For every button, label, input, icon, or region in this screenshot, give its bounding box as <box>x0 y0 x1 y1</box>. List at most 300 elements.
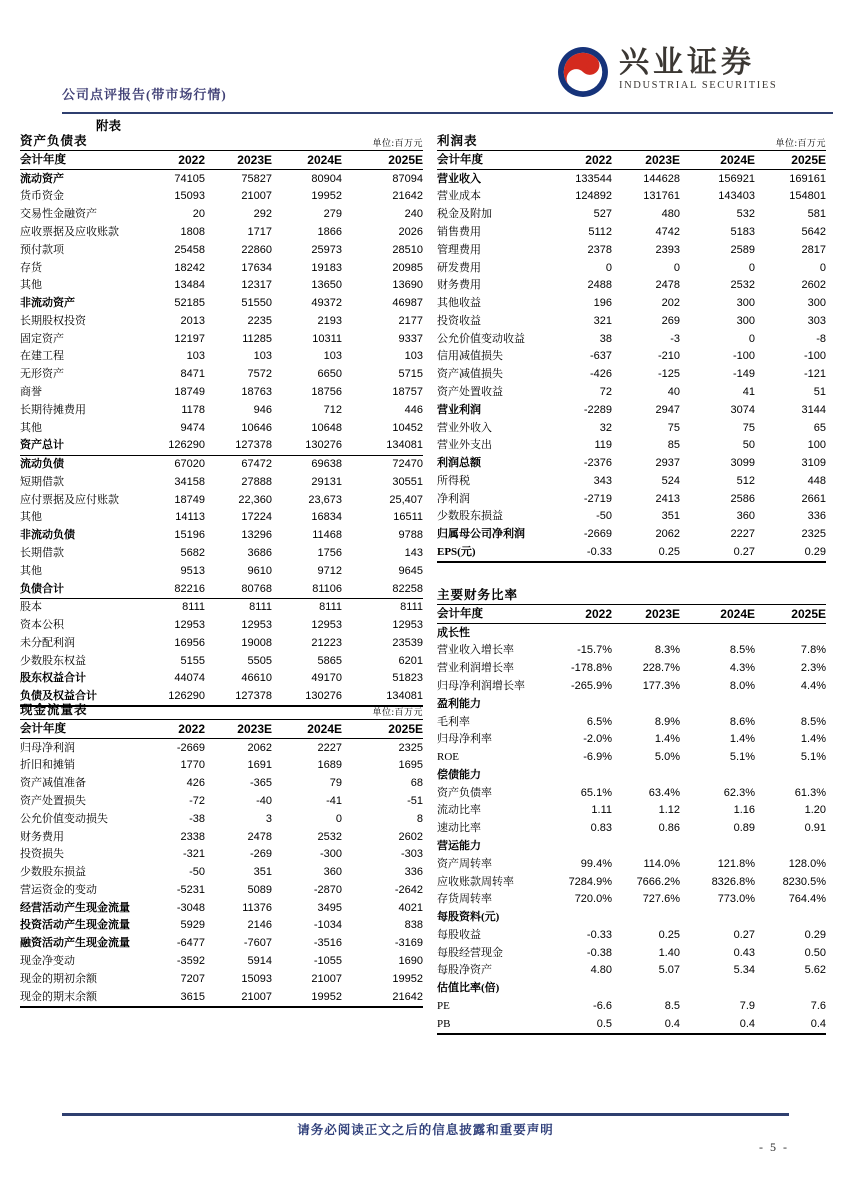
balance-sheet-unit-label: 单位:百万元 <box>372 138 423 148</box>
table-row <box>20 562 423 580</box>
cell-value: 946 <box>253 403 272 416</box>
cell-value: 74105 <box>174 172 205 185</box>
table-row <box>20 899 423 917</box>
cash-flow-table <box>20 719 423 1008</box>
cell-value: 480 <box>661 208 680 221</box>
table-row <box>20 846 423 864</box>
cell-value: 2393 <box>655 243 680 256</box>
row-label: 营业收入 <box>437 172 481 185</box>
cell-value <box>547 980 612 998</box>
cell-value: 9474 <box>180 421 205 434</box>
cell-value: 1.11 <box>591 804 612 817</box>
cell-value: -2642 <box>394 883 423 896</box>
cell-value <box>612 624 680 642</box>
cell-value: -6477 <box>176 937 205 950</box>
brand-name-en: INDUSTRIAL SECURITIES <box>619 80 778 91</box>
row-label: 融资活动产生现金流量 <box>20 937 130 950</box>
table-row <box>437 624 826 642</box>
cash-flow-section <box>20 700 423 1008</box>
cell-value: 0.43 <box>733 946 755 959</box>
table-row <box>437 855 826 873</box>
table-row <box>437 677 826 695</box>
cell-value: 22,360 <box>238 493 272 506</box>
table-row <box>437 891 826 909</box>
cell-value: 5642 <box>801 225 826 238</box>
cell-value: 0.25 <box>612 543 680 562</box>
cell-value: 8.5% <box>800 715 826 728</box>
cell-value: 81106 <box>272 580 342 598</box>
row-label: 速动比率 <box>437 822 481 835</box>
cell-value: 12953 <box>174 619 205 632</box>
cell-value: 65 <box>813 421 826 434</box>
table-row <box>437 820 826 838</box>
table-row <box>437 1015 826 1034</box>
cell-value: 279 <box>323 208 342 221</box>
table-row <box>437 366 826 384</box>
table-row <box>20 277 423 295</box>
table-row <box>20 952 423 970</box>
row-label: 现金的期初余额 <box>20 972 97 985</box>
cell-value: 8111 <box>182 601 205 614</box>
row-label: 现金的期末余额 <box>20 988 140 1007</box>
cell-value: 4021 <box>398 901 423 914</box>
cell-value: 8.6% <box>729 715 755 728</box>
cell-value: 5183 <box>730 225 755 238</box>
cell-value: -7607 <box>243 937 272 950</box>
table-row <box>20 580 423 598</box>
cell-value: -265.9% <box>571 679 612 692</box>
cell-value: -8 <box>816 332 826 345</box>
cell-value: 12953 <box>392 619 423 632</box>
cell-value <box>547 624 612 642</box>
cell-value: 82258 <box>342 580 423 598</box>
cell-value: 727.6% <box>642 893 680 906</box>
cell-value <box>680 624 755 642</box>
table-row <box>437 294 826 312</box>
row-label: 公允价值变动收益 <box>437 332 525 345</box>
cell-value: 17634 <box>241 261 272 274</box>
table-header-row <box>437 151 826 170</box>
row-label: 商誉 <box>20 385 42 398</box>
cell-value: 62.3% <box>723 786 755 799</box>
table-row <box>437 259 826 277</box>
cell-value <box>680 766 755 784</box>
cell-value: -303 <box>400 848 423 861</box>
row-label: 少数股东权益 <box>20 654 86 667</box>
cell-value: 5505 <box>247 654 272 667</box>
cell-value: 336 <box>807 510 826 523</box>
cell-value: -3 <box>670 332 680 345</box>
cell-value: 32 <box>599 421 612 434</box>
cell-value: 23539 <box>392 636 423 649</box>
table-row <box>20 473 423 491</box>
cell-value: -6.6 <box>593 1000 612 1012</box>
cell-value: 19952 <box>392 972 423 985</box>
row-label: 现金净变动 <box>20 954 75 967</box>
report-type-label: 公司点评报告(带市场行情) <box>62 87 227 102</box>
table-row <box>20 437 423 455</box>
cell-value: 0.86 <box>658 822 680 835</box>
table-row <box>437 330 826 348</box>
cell-value: 12953 <box>241 619 272 632</box>
cell-value: 10311 <box>312 332 342 345</box>
table-row <box>437 348 826 366</box>
row-label: 固定资产 <box>20 332 64 345</box>
cell-value: 2227 <box>730 528 755 541</box>
cell-value: 1.16 <box>733 804 755 817</box>
cell-value: 82216 <box>140 580 205 598</box>
cell-value: 21007 <box>241 190 272 203</box>
cell-value: 0.4 <box>612 1015 680 1034</box>
table-row <box>437 526 826 544</box>
row-label: 资产周转率 <box>437 857 492 870</box>
cell-value: 2937 <box>655 457 680 470</box>
table-row <box>20 241 423 259</box>
cell-value: 80768 <box>205 580 272 598</box>
table-row <box>20 527 423 545</box>
cell-value: 0.5 <box>547 1015 612 1034</box>
table-row <box>437 997 826 1015</box>
row-label: 成长性 <box>437 626 470 639</box>
table-row <box>437 695 826 713</box>
cell-value: 446 <box>404 403 423 416</box>
cell-value: -2376 <box>583 457 612 470</box>
row-label: 经营活动产生现金流量 <box>20 901 130 914</box>
table-header-row <box>437 605 826 624</box>
table-row <box>20 881 423 899</box>
cell-value: 7.9 <box>739 1000 755 1012</box>
cell-value: 300 <box>736 314 755 327</box>
cell-value: 20 <box>192 208 205 221</box>
table-row <box>437 312 826 330</box>
cell-value: 5715 <box>398 368 423 381</box>
cell-value: 0.27 <box>733 928 755 941</box>
cell-value: 8.5% <box>729 644 755 657</box>
cell-value: 10452 <box>392 421 423 434</box>
table-row <box>437 241 826 259</box>
table-header-row <box>20 720 423 739</box>
row-label: 投资损失 <box>20 848 64 861</box>
cell-value: -178.8% <box>571 662 612 675</box>
column-header: 会计年度 <box>20 720 140 739</box>
cell-value <box>612 837 680 855</box>
row-label: 偿债能力 <box>437 768 481 781</box>
cell-value: 720.0% <box>574 893 612 906</box>
row-label: 交易性金融资产 <box>20 208 97 221</box>
cell-value: 16834 <box>311 511 342 524</box>
cell-value: 0 <box>748 261 755 274</box>
brand-name-cn: 兴业证券 <box>619 46 755 79</box>
cell-value: 7.6 <box>810 1000 826 1012</box>
cell-value: -5231 <box>176 883 205 896</box>
balance-sheet-title: 资产负债表 <box>20 134 88 148</box>
row-label: 每股资料(元) <box>437 911 500 924</box>
cell-value: 426 <box>186 777 205 790</box>
cell-value: 13296 <box>241 529 272 542</box>
table-row <box>20 652 423 670</box>
cell-value: 7.8% <box>800 644 826 657</box>
row-label: PE <box>437 1000 450 1012</box>
cell-value: 9788 <box>398 529 423 542</box>
table-row <box>20 312 423 330</box>
row-label: 资产减值损失 <box>437 368 503 381</box>
cell-value: 202 <box>661 297 680 310</box>
cell-value: 6.5% <box>586 715 612 728</box>
cell-value: 18756 <box>311 385 342 398</box>
row-label: 存货周转率 <box>437 893 492 906</box>
cell-value: 2.3% <box>800 662 826 675</box>
balance-sheet-table <box>20 150 423 707</box>
cell-value: 2488 <box>587 279 612 292</box>
cell-value: 169161 <box>789 172 826 185</box>
cell-value: 8111 <box>319 601 342 614</box>
cell-value: -1034 <box>313 919 342 932</box>
cell-value: 79 <box>329 777 342 790</box>
table-row <box>437 490 826 508</box>
cell-value: 240 <box>404 208 423 221</box>
row-label: 每股收益 <box>437 928 481 941</box>
column-header: 2023E <box>612 151 680 170</box>
cell-value: 2062 <box>247 741 272 754</box>
cell-value: 9337 <box>398 332 423 345</box>
cell-value: 4742 <box>655 225 680 238</box>
cell-value <box>547 695 612 713</box>
cell-value: 156921 <box>718 172 755 185</box>
cell-value: 2602 <box>801 279 826 292</box>
table-row <box>437 980 826 998</box>
cell-value: 0 <box>819 261 826 274</box>
cell-value: 100 <box>807 439 826 452</box>
cell-value: -0.38 <box>586 946 612 959</box>
row-label: 应收票据及应收账款 <box>20 225 119 238</box>
cell-value: 2413 <box>655 492 680 505</box>
row-label: 税金及附加 <box>437 208 492 221</box>
cell-value: 16511 <box>393 511 423 524</box>
cell-value: 1866 <box>317 225 342 238</box>
table-row <box>437 926 826 944</box>
cell-value: 2227 <box>317 741 342 754</box>
cell-value: 40 <box>667 385 680 398</box>
cell-value: -0.33 <box>586 928 612 941</box>
table-row <box>437 437 826 455</box>
row-label: 其他 <box>20 511 42 524</box>
column-header: 2023E <box>205 151 272 170</box>
cell-value: 50 <box>742 439 755 452</box>
cell-value: 269 <box>661 314 680 327</box>
table-row <box>437 188 826 206</box>
cell-value: 13690 <box>392 279 423 292</box>
cell-value: 2325 <box>801 528 826 541</box>
cell-value: 0 <box>335 812 342 825</box>
cell-value: 49170 <box>311 672 342 685</box>
cell-value: -300 <box>319 848 342 861</box>
cell-value: 343 <box>593 474 612 487</box>
cell-value: 2532 <box>317 830 342 843</box>
cell-value: -365 <box>249 777 272 790</box>
cell-value: 336 <box>404 866 423 879</box>
cell-value: 19183 <box>311 261 342 274</box>
column-header: 2024E <box>272 151 342 170</box>
cell-value: 764.4% <box>788 893 826 906</box>
table-header-row <box>20 151 423 170</box>
cell-value: 7207 <box>180 972 205 985</box>
row-label: 折旧和摊销 <box>20 759 75 772</box>
row-label: 资产减值准备 <box>20 777 86 790</box>
cell-value <box>755 980 826 998</box>
row-label: 财务费用 <box>20 830 64 843</box>
table-row <box>437 766 826 784</box>
row-label: 长期借款 <box>20 547 64 559</box>
cell-value: 11285 <box>242 332 272 345</box>
cell-value: 6650 <box>317 368 342 381</box>
cell-value: 49372 <box>311 297 342 310</box>
cell-value: 124892 <box>575 190 612 203</box>
table-row <box>20 383 423 401</box>
cell-value: 16956 <box>174 636 205 649</box>
cell-value <box>547 837 612 855</box>
row-label: 净利润 <box>437 492 470 505</box>
cell-value: 103 <box>253 350 272 363</box>
cell-value: 18749 <box>174 385 205 398</box>
row-label: ROE <box>437 751 459 764</box>
column-header: 2023E <box>205 720 272 739</box>
table-row <box>437 642 826 660</box>
row-label: 营运资金的变动 <box>20 883 97 896</box>
cell-value: 23,673 <box>308 493 342 506</box>
income-statement-section <box>437 131 826 563</box>
brand-logo <box>557 46 789 98</box>
row-label: 长期待摊费用 <box>20 403 86 416</box>
row-label: 资本公积 <box>20 619 64 632</box>
cell-value: 0.29 <box>804 928 826 941</box>
cell-value: 154801 <box>789 190 826 203</box>
cell-value: 2235 <box>247 314 272 327</box>
cell-value: -121 <box>803 368 826 381</box>
cell-value: -3516 <box>313 937 342 950</box>
cell-value: 68 <box>410 777 423 790</box>
cell-value: 67472 <box>241 458 272 471</box>
row-label: 归母净利率 <box>437 733 492 746</box>
table-row <box>20 188 423 206</box>
cell-value: 103 <box>186 350 205 363</box>
cell-value: -72 <box>189 794 205 807</box>
cell-value <box>612 980 680 998</box>
row-label: 股东权益合计 <box>20 672 86 685</box>
cell-value: 15196 <box>174 529 205 542</box>
cell-value: 15093 <box>241 972 272 985</box>
table-row <box>437 713 826 731</box>
row-label: 其他 <box>20 421 42 434</box>
cell-value: 80904 <box>311 172 342 185</box>
cell-value <box>547 766 612 784</box>
cell-value: 9513 <box>180 564 205 577</box>
cell-value: -2.0% <box>583 733 612 746</box>
cell-value: 5112 <box>588 225 612 238</box>
cell-value: 3109 <box>801 457 826 470</box>
table-row <box>437 731 826 749</box>
cell-value: 19008 <box>241 636 272 649</box>
cell-value: -100 <box>732 350 755 363</box>
table-row <box>20 917 423 935</box>
row-label: 存货 <box>20 261 42 274</box>
row-label: 少数股东损益 <box>20 866 86 879</box>
cell-value: 13650 <box>311 279 342 292</box>
table-row <box>437 909 826 927</box>
cell-value: 1.4% <box>729 733 755 746</box>
cell-value: 21223 <box>311 636 342 649</box>
table-row <box>437 223 826 241</box>
row-label: 预付款项 <box>20 243 64 256</box>
row-label: 投资收益 <box>437 314 481 327</box>
cell-value: 321 <box>593 314 612 327</box>
cell-value: 75 <box>742 421 755 434</box>
cell-value: -125 <box>657 368 680 381</box>
row-label: 货币资金 <box>20 190 64 203</box>
table-row <box>20 935 423 953</box>
cell-value <box>612 766 680 784</box>
cell-value: 143 <box>404 547 423 559</box>
cell-value: 0.27 <box>680 543 755 562</box>
cell-value: 2062 <box>655 528 680 541</box>
row-label: 其他收益 <box>437 297 481 310</box>
cell-value <box>680 980 755 998</box>
row-label: 营运能力 <box>437 839 481 852</box>
cell-value: -2719 <box>583 492 612 505</box>
cell-value <box>755 695 826 713</box>
cell-value: 18242 <box>174 261 205 274</box>
cell-value: 527 <box>593 208 612 221</box>
cell-value: 3686 <box>247 547 272 559</box>
financial-ratios-title: 主要财务比率 <box>437 588 519 602</box>
cell-value: 38 <box>599 332 612 345</box>
income-statement-table <box>437 150 826 563</box>
cell-value: 52185 <box>174 297 205 310</box>
table-row <box>437 383 826 401</box>
cell-value: -637 <box>589 350 612 363</box>
cell-value: 8.5 <box>664 1000 680 1012</box>
cell-value: 18763 <box>241 385 272 398</box>
cell-value: -2669 <box>176 741 205 754</box>
row-label: 毛利率 <box>437 715 470 728</box>
table-row <box>20 170 423 188</box>
cell-value <box>612 695 680 713</box>
cell-value <box>680 695 755 713</box>
cell-value: 5.07 <box>658 964 680 977</box>
cell-value: 5.34 <box>733 964 755 977</box>
row-label: 管理费用 <box>437 243 481 256</box>
cell-value: 300 <box>807 297 826 310</box>
cell-value: 5.62 <box>804 964 826 977</box>
cell-value: 292 <box>253 208 272 221</box>
cell-value: 2193 <box>317 314 342 327</box>
cell-value: 44074 <box>174 672 205 685</box>
cell-value: 72 <box>599 385 612 398</box>
row-label: PB <box>437 1015 547 1034</box>
cell-value: 8111 <box>249 601 272 614</box>
table-row <box>20 598 423 616</box>
cell-value: 3615 <box>140 988 205 1007</box>
cell-value: 19952 <box>311 190 342 203</box>
cell-value: 581 <box>807 208 826 221</box>
cell-value: 3495 <box>317 901 342 914</box>
row-label: 应付票据及应付账款 <box>20 493 119 506</box>
cell-value: 28510 <box>392 243 423 256</box>
table-row <box>437 873 826 891</box>
table-row <box>437 802 826 820</box>
cell-value: 228.7% <box>642 662 680 675</box>
cell-value: 5914 <box>247 954 272 967</box>
cell-value: 5.1% <box>800 751 826 764</box>
